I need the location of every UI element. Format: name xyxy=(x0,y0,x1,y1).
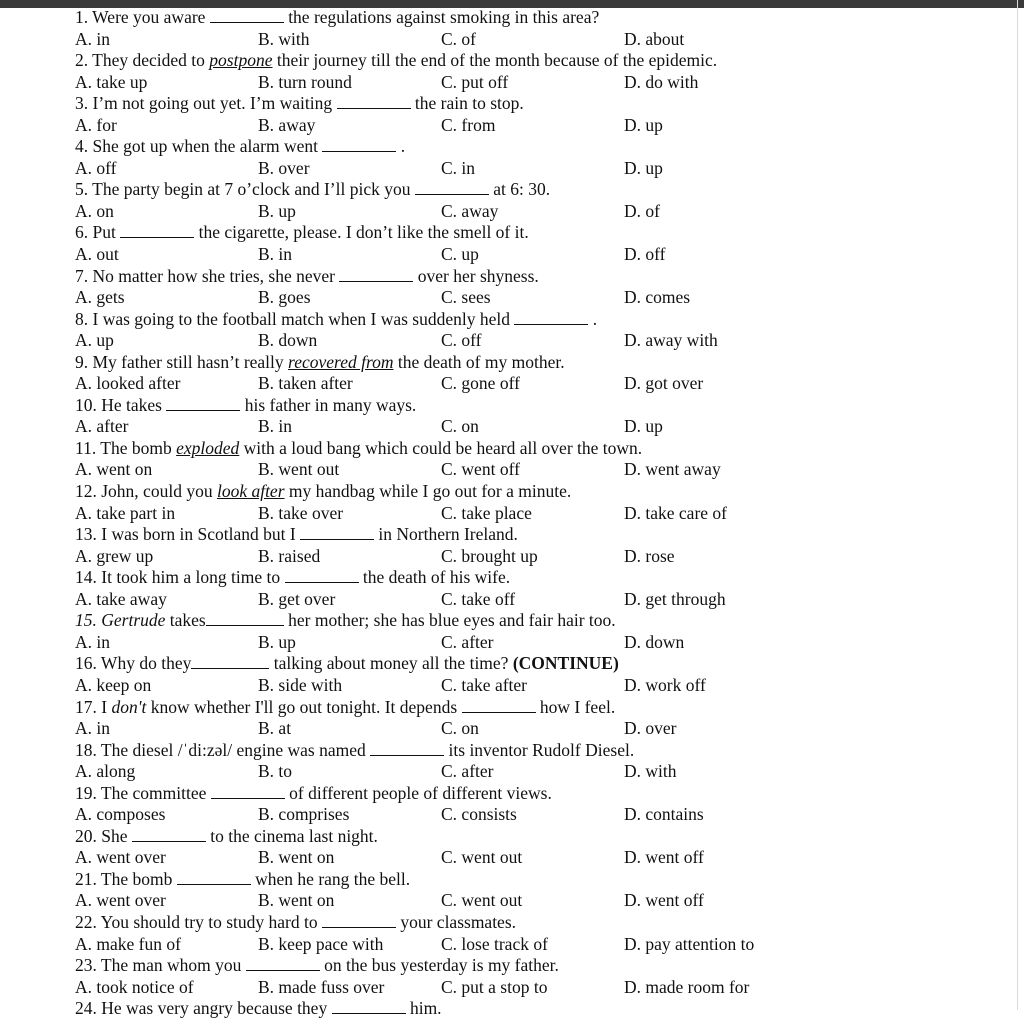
answer-option: D. up xyxy=(624,416,663,437)
answer-blank xyxy=(332,998,406,1014)
question-line xyxy=(0,222,1000,244)
answer-option: B. in xyxy=(258,244,293,265)
question-line xyxy=(0,352,1000,374)
answer-blank xyxy=(120,222,194,238)
answer-option: C. take place xyxy=(441,502,532,523)
question-line xyxy=(0,524,1000,546)
options-line xyxy=(0,459,1000,481)
options-line xyxy=(0,632,1000,654)
question-stem xyxy=(75,912,516,934)
answer-option: C. went out xyxy=(441,847,523,868)
answer-option: D. up xyxy=(624,157,663,178)
answer-option: A. composes xyxy=(75,804,166,825)
answer-option: B. made fuss over xyxy=(258,976,385,997)
answer-option: A. took notice of xyxy=(75,976,194,997)
question-line xyxy=(0,740,1000,762)
answer-option: C. on xyxy=(441,718,479,739)
stem-text: 24. He was very angry because they xyxy=(75,998,332,1019)
stem-text: 16. Why do they xyxy=(75,653,192,674)
answer-blank xyxy=(339,266,413,282)
question-line xyxy=(0,783,1000,805)
answer-blank xyxy=(337,93,411,109)
stem-text: know whether I'll go out tonight. It depends xyxy=(146,696,462,717)
answer-option: A. in xyxy=(75,718,110,739)
question-line xyxy=(0,266,1000,288)
answer-option: D. work off xyxy=(624,674,706,695)
stem-text: his father in many ways. xyxy=(240,394,417,415)
stem-text: in Northern Ireland. xyxy=(374,524,518,545)
answer-option: C. on xyxy=(441,416,479,437)
answer-option: C. up xyxy=(441,244,479,265)
question-stem xyxy=(75,697,615,719)
question-line xyxy=(0,955,1000,977)
stem-text: its inventor Rudolf Diesel. xyxy=(444,739,635,760)
answer-blank xyxy=(285,567,359,583)
question-stem xyxy=(75,309,597,331)
question-line xyxy=(0,567,1000,589)
answer-option: D. made room for xyxy=(624,976,750,997)
answer-option: B. went on xyxy=(258,890,335,911)
question-stem xyxy=(75,93,524,115)
stem-text: 4. She got up when the alarm went xyxy=(75,136,323,157)
answer-option: A. take part in xyxy=(75,502,176,523)
emphasized-text: look after xyxy=(216,481,285,502)
answer-option: B. in xyxy=(258,416,293,437)
answer-option: B. over xyxy=(258,157,310,178)
answer-option: D. down xyxy=(624,631,685,652)
answer-blank xyxy=(300,524,374,540)
answer-option: B. went on xyxy=(258,847,335,868)
question-stem xyxy=(75,481,571,503)
stem-text: the cigarette, please. I don’t like the smell of it. xyxy=(194,222,529,243)
stem-text: their journey till the end of the month because of the epidemic. xyxy=(272,50,718,71)
question-line xyxy=(0,395,1000,417)
options-line xyxy=(0,761,1000,783)
options-line xyxy=(0,72,1000,94)
question-stem xyxy=(75,740,634,762)
answer-option: B. side with xyxy=(258,674,343,695)
stem-text: 3. I’m not going out yet. I’m waiting xyxy=(75,93,337,114)
answer-option: B. went out xyxy=(258,459,340,480)
answer-option: A. looked after xyxy=(75,373,181,394)
answer-option: D. get through xyxy=(624,588,726,609)
stem-text: to the cinema last night. xyxy=(205,825,378,846)
question-stem xyxy=(75,50,717,72)
stem-text: 5. The party begin at 7 o’clock and I’ll pick you xyxy=(75,179,415,200)
stem-text: 10. He takes xyxy=(75,394,167,415)
stem-text: the rain to stop. xyxy=(410,93,524,114)
answer-option: B. away xyxy=(258,114,316,135)
answer-option: D. away with xyxy=(624,330,718,351)
question-line xyxy=(0,869,1000,891)
answer-option: D. about xyxy=(624,28,685,49)
answer-option: A. take up xyxy=(75,71,148,92)
answer-option: D. take care of xyxy=(624,502,727,523)
stem-text: 22. You should try to study hard to xyxy=(75,911,322,932)
answer-option: C. went off xyxy=(441,459,520,480)
answer-option: A. grew up xyxy=(75,545,154,566)
answer-option: A. off xyxy=(75,157,117,178)
answer-option: D. went away xyxy=(624,459,721,480)
answer-option: D. comes xyxy=(624,287,691,308)
answer-option: D. rose xyxy=(624,545,675,566)
question-stem xyxy=(75,610,616,632)
answer-blank xyxy=(206,610,284,626)
answer-blank xyxy=(166,395,240,411)
answer-option: B. down xyxy=(258,330,318,351)
answer-option: D. off xyxy=(624,244,666,265)
answer-option: C. away xyxy=(441,200,499,221)
emphasized-text: exploded xyxy=(176,437,240,458)
question-stem xyxy=(75,826,378,848)
answer-option: C. from xyxy=(441,114,496,135)
answer-option: B. comprises xyxy=(258,804,350,825)
stem-text: 18. The diesel /ˈdi:zəl/ engine was named xyxy=(75,739,371,760)
stem-text: 7. No matter how she tries, she never xyxy=(75,265,340,286)
answer-option: D. contains xyxy=(624,804,704,825)
answer-option: A. on xyxy=(75,200,114,221)
answer-option: A. went on xyxy=(75,459,153,480)
stem-text: takes xyxy=(165,610,206,631)
answer-option: A. in xyxy=(75,631,110,652)
question-line xyxy=(0,93,1000,115)
question-stem xyxy=(75,266,539,288)
answer-blank xyxy=(191,653,269,669)
answer-option: D. up xyxy=(624,114,663,135)
answer-option: C. off xyxy=(441,330,482,351)
answer-option: C. put a stop to xyxy=(441,976,548,997)
answer-option: C. put off xyxy=(441,71,509,92)
stem-text: 12. John, could you xyxy=(75,481,217,502)
stem-text: 1. Were you aware xyxy=(75,7,210,27)
answer-option: D. went off xyxy=(624,847,704,868)
question-stem xyxy=(75,395,416,417)
options-line xyxy=(0,29,1000,51)
question-line xyxy=(0,50,1000,72)
question-stem xyxy=(75,136,405,158)
options-line xyxy=(0,244,1000,266)
answer-option: C. after xyxy=(441,761,494,782)
emphasized-text: recovered from xyxy=(288,351,394,372)
question-stem xyxy=(75,222,529,244)
page-edge xyxy=(1017,0,1018,1010)
stem-text: how I feel. xyxy=(535,696,616,717)
answer-blank xyxy=(210,7,284,23)
options-line xyxy=(0,503,1000,525)
question-line xyxy=(0,998,1000,1020)
answer-option: C. take off xyxy=(441,588,516,609)
answer-option: A. after xyxy=(75,416,129,437)
answer-option: B. turn round xyxy=(258,71,352,92)
stem-text: 17. I xyxy=(75,696,112,717)
question-line xyxy=(0,826,1000,848)
answer-option: C. after xyxy=(441,631,494,652)
question-stem xyxy=(75,653,619,675)
options-line xyxy=(0,718,1000,740)
options-line xyxy=(0,330,1000,352)
options-line xyxy=(0,287,1000,309)
options-line xyxy=(0,847,1000,869)
answer-option: A. out xyxy=(75,244,119,265)
emphasized-text: postpone xyxy=(209,50,273,71)
stem-text: . xyxy=(396,136,406,157)
question-line xyxy=(0,653,1000,675)
question-stem xyxy=(75,869,410,891)
options-line xyxy=(0,977,1000,999)
stem-text: talking about money all the time? xyxy=(269,653,513,674)
stem-text: 13. I was born in Scotland but I xyxy=(75,524,301,545)
question-line xyxy=(0,136,1000,158)
answer-option: A. gets xyxy=(75,287,125,308)
answer-option: C. take after xyxy=(441,674,527,695)
answer-option: B. taken after xyxy=(258,373,353,394)
answer-blank xyxy=(132,826,206,842)
answer-option: A. make fun of xyxy=(75,933,181,954)
stem-text: the regulations against smoking in this area? xyxy=(283,7,600,27)
options-line xyxy=(0,934,1000,956)
stem-text: 6. Put xyxy=(75,222,121,243)
answer-blank xyxy=(211,783,285,799)
answer-option: B. with xyxy=(258,28,310,49)
stem-text: your classmates. xyxy=(395,911,517,932)
answer-option: B. get over xyxy=(258,588,336,609)
options-line xyxy=(0,589,1000,611)
question-line xyxy=(0,481,1000,503)
question-line xyxy=(0,697,1000,719)
question-stem xyxy=(75,567,510,589)
answer-option: A. for xyxy=(75,114,117,135)
question-line xyxy=(0,309,1000,331)
stem-text: her mother; she has blue eyes and fair hair too. xyxy=(283,610,616,631)
emphasized-text: 15. Gertrude xyxy=(75,610,166,631)
stem-text: 8. I was going to the football match when I was suddenly held xyxy=(75,308,515,329)
stem-text: 14. It took him a long time to xyxy=(75,567,285,588)
question-line xyxy=(0,610,1000,632)
answer-option: D. of xyxy=(624,200,660,221)
answer-option: C. brought up xyxy=(441,545,538,566)
answer-option: A. went over xyxy=(75,890,166,911)
quiz-document xyxy=(0,7,1000,1020)
stem-text: the death of my mother. xyxy=(393,351,565,372)
stem-text: at 6: 30. xyxy=(488,179,551,200)
answer-option: D. got over xyxy=(624,373,704,394)
answer-option: D. went off xyxy=(624,890,704,911)
answer-option: C. gone off xyxy=(441,373,520,394)
answer-option: C. of xyxy=(441,28,476,49)
answer-option: C. lose track of xyxy=(441,933,548,954)
options-line xyxy=(0,158,1000,180)
options-line xyxy=(0,546,1000,568)
stem-text: 23. The man whom you xyxy=(75,955,246,976)
question-stem xyxy=(75,783,552,805)
answer-option: D. with xyxy=(624,761,677,782)
stem-text: him. xyxy=(405,998,442,1019)
options-line xyxy=(0,373,1000,395)
answer-blank xyxy=(322,912,396,928)
options-line xyxy=(0,115,1000,137)
stem-text: 19. The committee xyxy=(75,782,211,803)
question-stem xyxy=(75,955,559,977)
answer-option: C. consists xyxy=(441,804,517,825)
options-line xyxy=(0,804,1000,826)
stem-text: 20. She xyxy=(75,825,132,846)
answer-blank xyxy=(177,869,251,885)
emphasized-text: (CONTINUE) xyxy=(512,653,619,674)
answer-option: C. went out xyxy=(441,890,523,911)
stem-text: when he rang the bell. xyxy=(250,868,411,889)
stem-text: over her shyness. xyxy=(413,265,539,286)
answer-option: D. pay attention to xyxy=(624,933,755,954)
answer-option: B. at xyxy=(258,718,292,739)
question-line xyxy=(0,438,1000,460)
answer-option: A. keep on xyxy=(75,674,152,695)
emphasized-text: don't xyxy=(111,696,147,717)
answer-option: D. do with xyxy=(624,71,699,92)
question-line xyxy=(0,179,1000,201)
question-line xyxy=(0,912,1000,934)
answer-option: B. to xyxy=(258,761,293,782)
answer-blank xyxy=(514,309,588,325)
question-stem xyxy=(75,179,550,201)
question-stem xyxy=(75,438,642,460)
answer-option: B. up xyxy=(258,631,296,652)
answer-option: C. sees xyxy=(441,287,491,308)
answer-option: B. goes xyxy=(258,287,311,308)
answer-option: C. in xyxy=(441,157,476,178)
answer-option: A. along xyxy=(75,761,136,782)
question-stem xyxy=(75,7,599,29)
stem-text: 11. The bomb xyxy=(75,437,177,458)
answer-option: B. take over xyxy=(258,502,344,523)
answer-option: D. over xyxy=(624,718,677,739)
options-line xyxy=(0,201,1000,223)
stem-text: 21. The bomb xyxy=(75,868,177,889)
question-line xyxy=(0,7,1000,29)
stem-text: my handbag while I go out for a minute. xyxy=(284,481,572,502)
stem-text: 9. My father still hasn’t really xyxy=(75,351,289,372)
question-stem xyxy=(75,524,518,546)
options-line xyxy=(0,416,1000,438)
answer-blank xyxy=(462,697,536,713)
answer-blank xyxy=(322,136,396,152)
stem-text: the death of his wife. xyxy=(358,567,511,588)
stem-text: of different people of different views. xyxy=(284,782,552,803)
stem-text: . xyxy=(588,308,598,329)
answer-option: A. take away xyxy=(75,588,167,609)
answer-blank xyxy=(415,179,489,195)
options-line xyxy=(0,675,1000,697)
answer-option: B. up xyxy=(258,200,296,221)
answer-option: A. went over xyxy=(75,847,166,868)
answer-blank xyxy=(370,740,444,756)
stem-text: with a loud bang which could be heard all over the town. xyxy=(239,437,643,458)
stem-text: 2. They decided to xyxy=(75,50,210,71)
answer-option: B. raised xyxy=(258,545,321,566)
answer-option: A. in xyxy=(75,28,110,49)
options-line xyxy=(0,890,1000,912)
stem-text: on the bus yesterday is my father. xyxy=(319,955,559,976)
question-stem xyxy=(75,998,442,1020)
answer-option: A. up xyxy=(75,330,114,351)
answer-option: B. keep pace with xyxy=(258,933,384,954)
answer-blank xyxy=(246,955,320,971)
question-stem xyxy=(75,352,565,374)
